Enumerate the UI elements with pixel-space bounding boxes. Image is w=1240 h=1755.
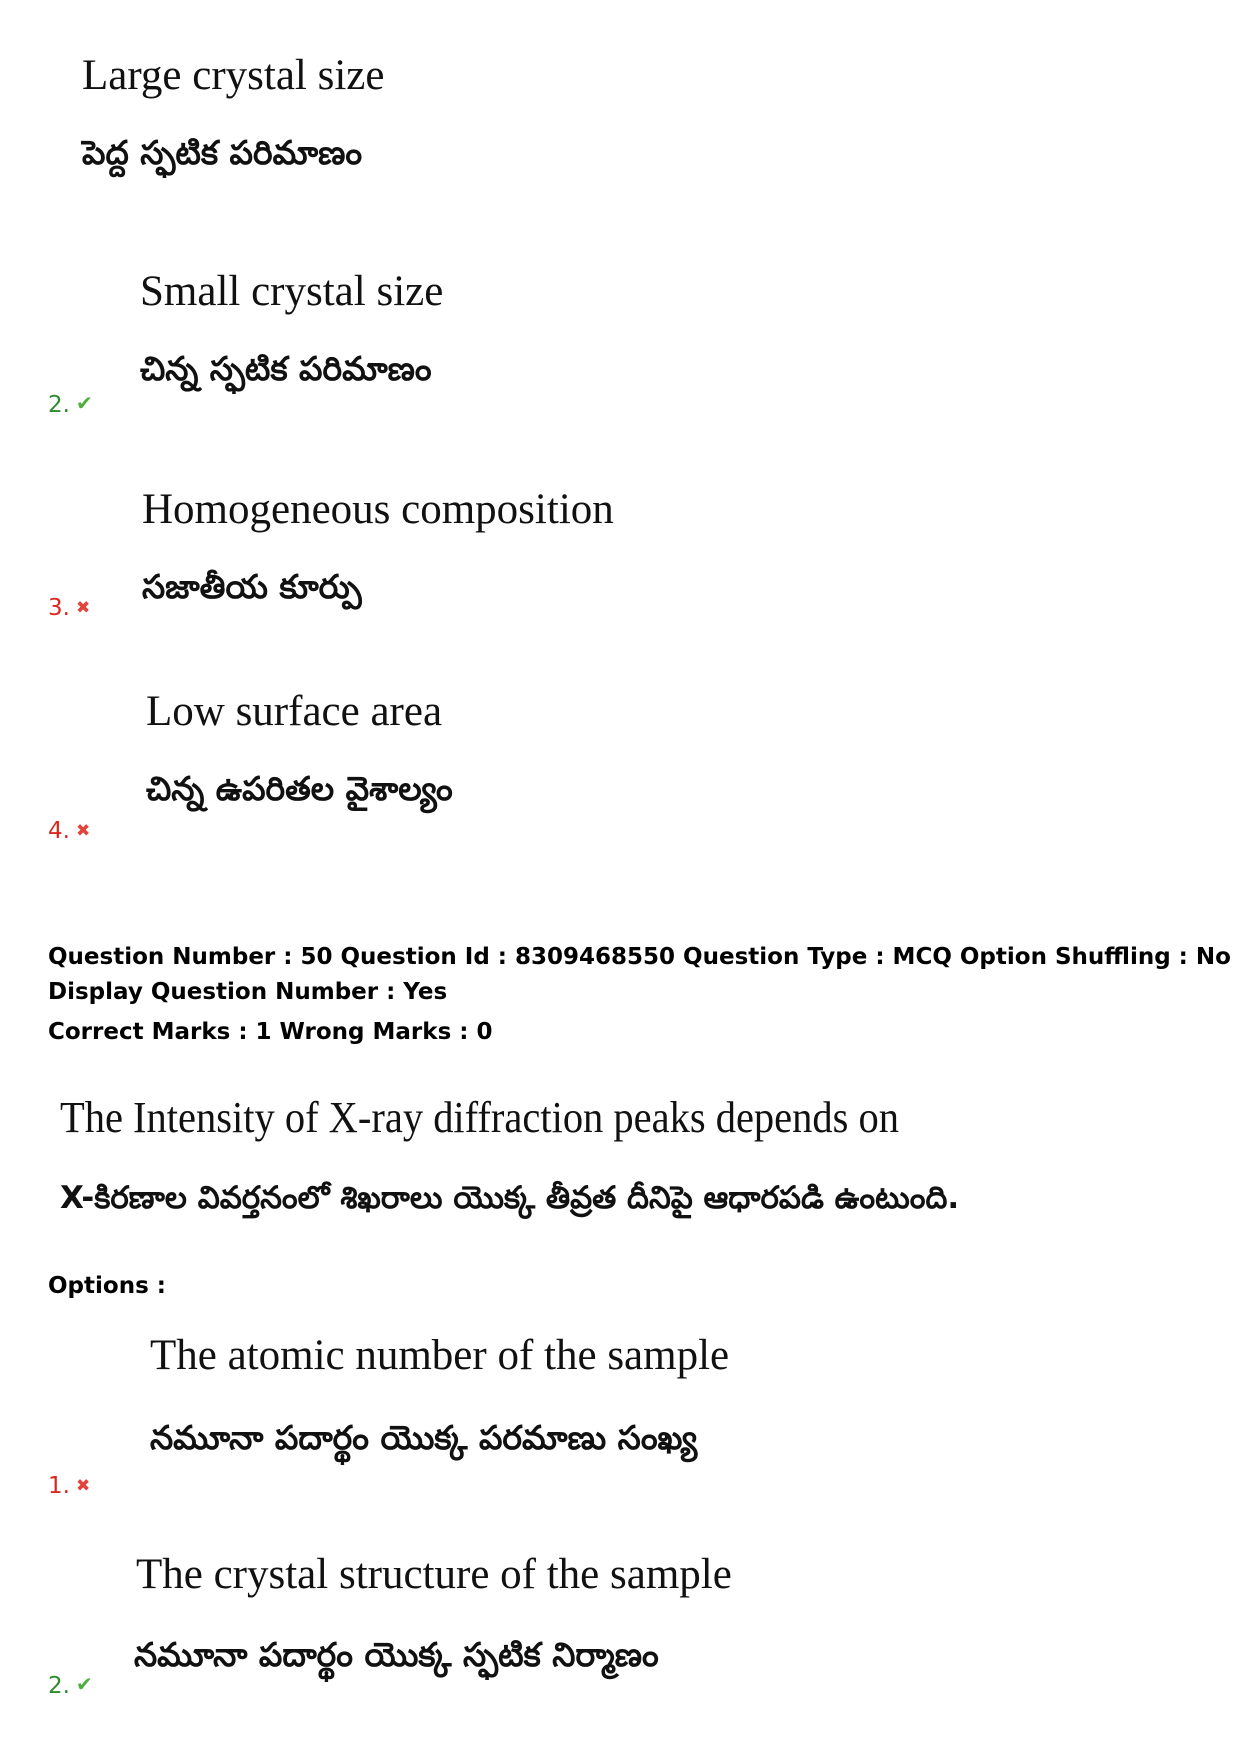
option-text-en: The crystal structure of the sample xyxy=(136,1551,732,1598)
question-text-en: The Intensity of X-ray diffraction peaks depends on xyxy=(60,1093,899,1142)
option-text-te: నమూనా పదార్థం యొక్క పరమాణు సంఖ్య xyxy=(150,1418,698,1457)
check-icon: ✔ xyxy=(75,391,93,415)
question-meta-line: Question Number : 50 Question Id : 8309468550 Question Type : MCQ Option Shuffling : No xyxy=(48,944,1231,970)
option-number xyxy=(48,393,93,417)
cross-icon: ✖ xyxy=(75,598,91,618)
option-text-te: పెద్ద స్ఫటిక పరిమాణం xyxy=(82,133,363,172)
option-number xyxy=(48,597,90,620)
option-text-te: సజాతీయ కూర్పు xyxy=(142,567,362,606)
question-text-te: X-కిరణాల వివర్తనంలో శిఖరాలు యొక్క తీవ్రత దీనిపై ఆధారపడి ఉంటుంది. xyxy=(60,1180,960,1216)
option-text-en: The atomic number of the sample xyxy=(150,1332,730,1379)
option-text-te: నమూనా పదార్థం యొక్క స్ఫటిక నిర్మాణం xyxy=(134,1635,659,1674)
option-number-label: 4. xyxy=(48,818,70,844)
question-marks-line: Correct Marks : 1 Wrong Marks : 0 xyxy=(48,1019,493,1045)
option-text-te: చిన్న స్ఫటిక పరిమాణం xyxy=(140,349,432,388)
option-number-label: 3. xyxy=(48,595,70,621)
cross-icon: ✖ xyxy=(75,1476,91,1496)
question-meta-line: Display Question Number : Yes xyxy=(48,979,448,1005)
check-icon: ✔ xyxy=(75,1672,93,1696)
option-number xyxy=(48,1674,93,1698)
option-number-label: 2. xyxy=(48,1673,70,1699)
option-text-en: Low surface area xyxy=(146,688,443,735)
option-text-en: Large crystal size xyxy=(82,52,385,99)
option-number xyxy=(48,820,90,843)
options-label: Options : xyxy=(48,1273,166,1299)
cross-icon: ✖ xyxy=(75,821,91,841)
option-text-en: Small crystal size xyxy=(140,268,444,315)
option-text-te: చిన్న ఉపరితల వైశాల్యం xyxy=(146,769,453,808)
option-text-en: Homogeneous composition xyxy=(142,486,614,533)
option-number xyxy=(48,1475,90,1498)
option-number-label: 1. xyxy=(48,1473,70,1499)
option-number-label: 2. xyxy=(48,392,70,418)
